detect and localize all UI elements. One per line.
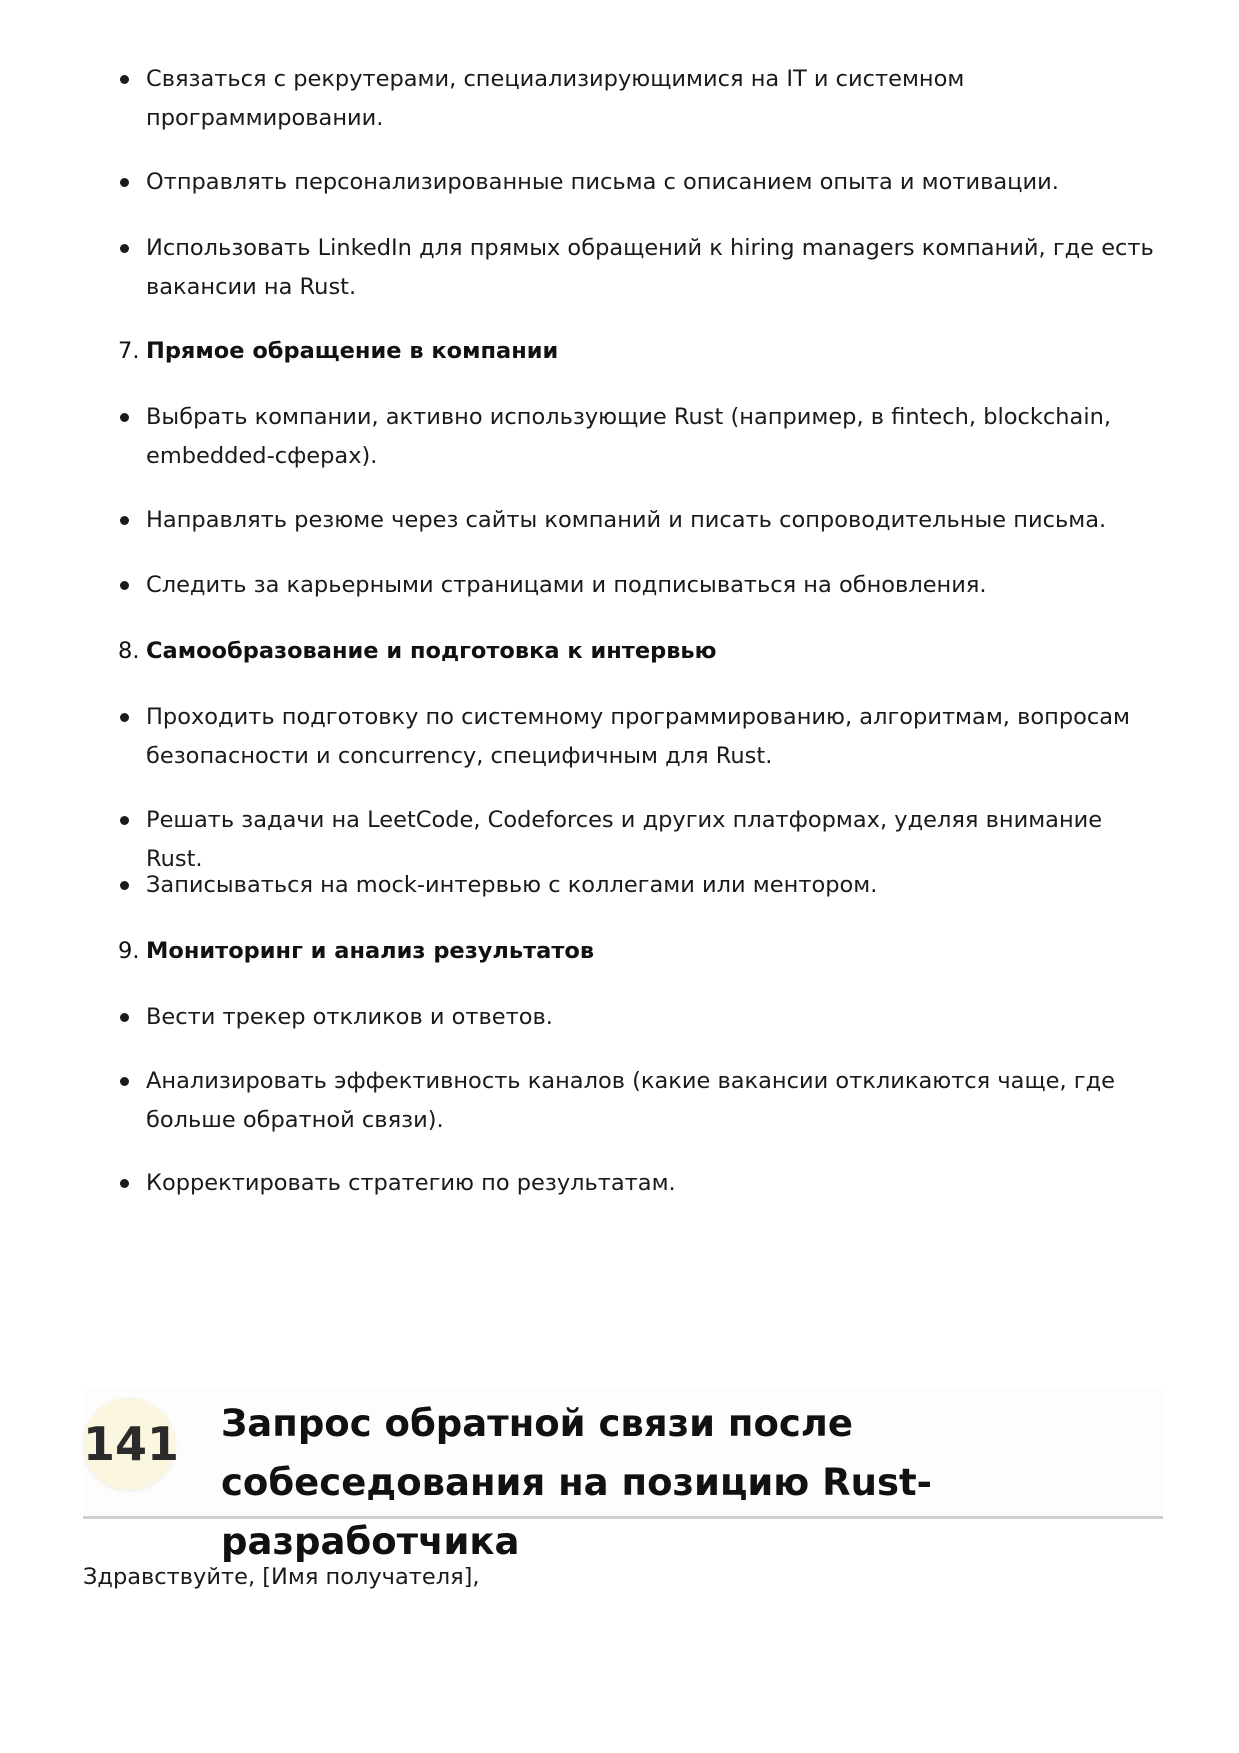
section-number-badge: 141 xyxy=(83,1398,175,1490)
step-title: Прямое обращение в компании xyxy=(146,338,559,364)
list-item xyxy=(146,866,1156,905)
bullet-dot xyxy=(120,1179,129,1188)
bullet-dot xyxy=(120,881,129,890)
bullet-dot xyxy=(120,816,129,825)
list-item xyxy=(146,1062,1156,1140)
bullet-dot xyxy=(120,1077,129,1086)
list-item-text: Направлять резюме через сайты компаний и писать сопроводительные письма. xyxy=(146,507,1107,533)
list-item-text: Записываться на mock-интервью с коллегами или ментором. xyxy=(146,872,878,898)
list-item xyxy=(146,229,1156,307)
list-item-text: Решать задачи на LeetCode, Codeforces и других платформах, уделяя внимание Rust. xyxy=(146,807,1103,872)
list-item-text: Отправлять персонализированные письма с описанием опыта и мотивации. xyxy=(146,169,1059,195)
list-item xyxy=(146,163,1156,202)
bullet-dot xyxy=(120,244,129,253)
section-title: Запрос обратной связи после собеседования на позицию Rust-разработчика xyxy=(221,1402,933,1563)
step-title: Самообразование и подготовка к интервью xyxy=(146,638,717,664)
list-item xyxy=(146,998,1156,1037)
list-item-text: Использовать LinkedIn для прямых обращений к hiring managers компаний, где есть вакансии на Rust. xyxy=(146,235,1154,300)
list-item xyxy=(146,398,1156,476)
bullet-dot xyxy=(120,581,129,590)
step-heading-7 xyxy=(118,332,559,371)
bullet-dot xyxy=(120,75,129,84)
list-item-text: Следить за карьерными страницами и подписываться на обновления. xyxy=(146,572,987,598)
step-number: 9. xyxy=(118,938,140,964)
section-header xyxy=(83,1388,1163,1563)
list-item xyxy=(146,698,1156,776)
list-item xyxy=(146,566,1156,605)
list-item-text: Связаться с рекрутерами, специализирующимися на IT и системном программировании. xyxy=(146,66,965,131)
list-item xyxy=(146,501,1156,540)
bullet-dot xyxy=(120,413,129,422)
step-heading-9 xyxy=(118,932,595,971)
greeting-line: Здравствуйте, [Имя получателя], xyxy=(83,1564,480,1590)
list-item xyxy=(146,60,1156,138)
bullet-dot xyxy=(120,516,129,525)
list-item-text: Вести трекер откликов и ответов. xyxy=(146,1004,553,1030)
list-item-text: Анализировать эффективность каналов (какие вакансии откликаются чаще, где больше обратной связи). xyxy=(146,1068,1116,1133)
step-number: 7. xyxy=(118,338,140,364)
step-number: 8. xyxy=(118,638,140,664)
list-item-text: Корректировать стратегию по результатам. xyxy=(146,1170,676,1196)
step-heading-8 xyxy=(118,632,717,671)
bullet-dot xyxy=(120,178,129,187)
list-item-text: Проходить подготовку по системному программированию, алгоритмам, вопросам безопасности и concurrency, специфичным для Rust. xyxy=(146,704,1131,769)
bullet-dot xyxy=(120,1013,129,1022)
step-title: Мониторинг и анализ результатов xyxy=(146,938,595,964)
bullet-dot xyxy=(120,713,129,722)
list-item-text: Выбрать компании, активно использующие Rust (например, в fintech, blockchain, embedded-сферах). xyxy=(146,404,1111,469)
list-item xyxy=(146,1164,1156,1203)
